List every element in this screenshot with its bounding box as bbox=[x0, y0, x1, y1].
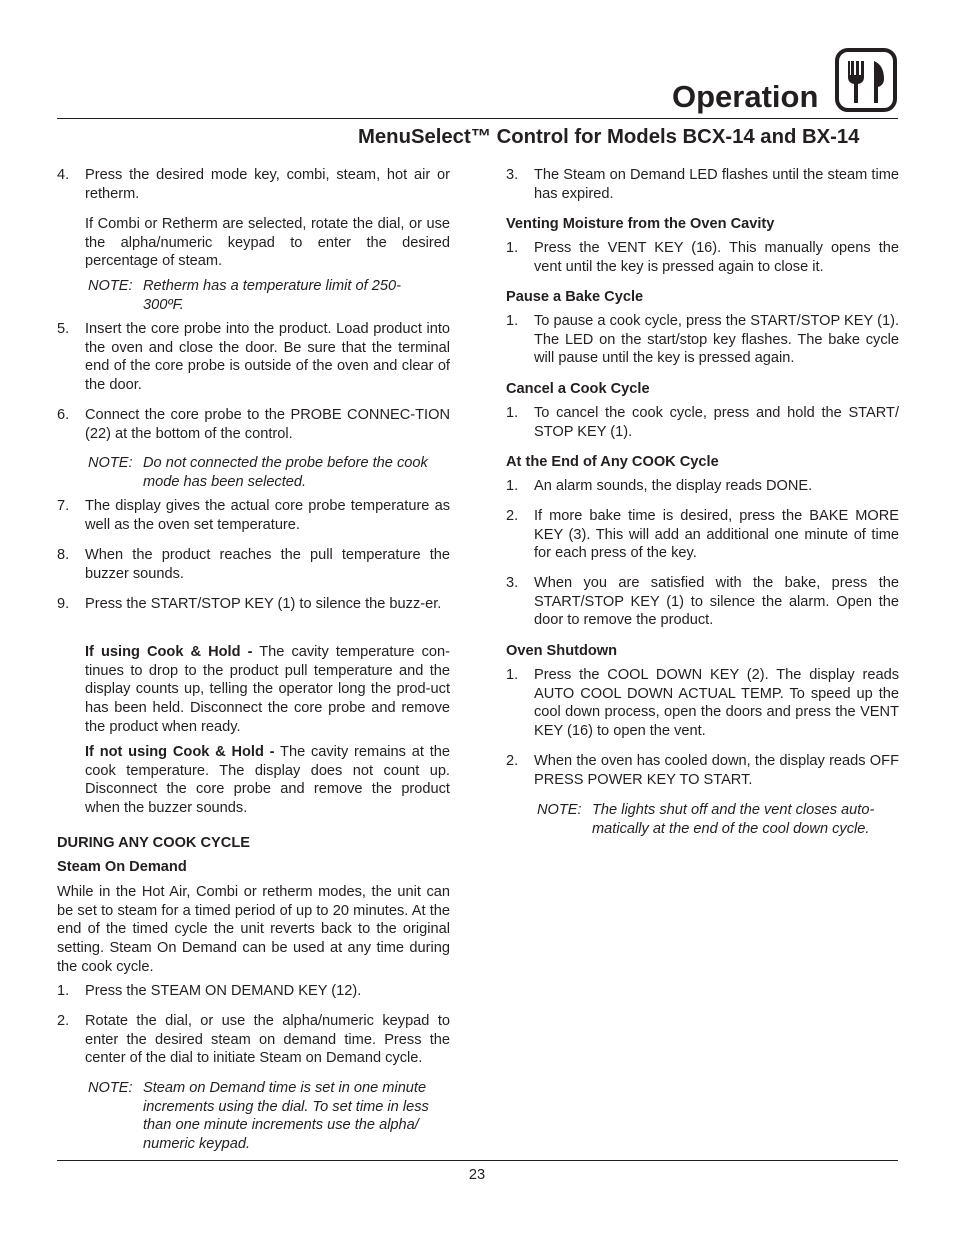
steam-on-demand-paragraph bbox=[57, 883, 450, 977]
note-text: Steam on Demand time is set in one minute increments using the dial. To set time in less than one minute increments use the alpha/ numeric keypad. bbox=[143, 1080, 429, 1153]
step-8 bbox=[57, 546, 450, 583]
step-text: When the oven has cooled down, the display reads OFF PRESS POWER KEY TO START. bbox=[534, 753, 899, 788]
shutdown-step-2 bbox=[506, 752, 899, 789]
footer-rule bbox=[57, 1160, 898, 1161]
fork-and-knife-icon bbox=[834, 47, 898, 113]
note-label: NOTE: bbox=[537, 802, 582, 818]
step-6 bbox=[57, 406, 450, 443]
paragraph-text: If Combi or Retherm are selected, rotate the dial, or use the alpha/numeric keypad to enter the desired percentage of steam. bbox=[85, 216, 450, 270]
cancel-heading: Cancel a Cook Cycle bbox=[506, 381, 650, 397]
step-text: Rotate the dial, or use the alpha/numeric keypad to enter the desired steam on demand time. Press the center of the dial to initiate Steam on Demand cycle. bbox=[85, 1013, 450, 1067]
step-text: If more bake time is desired, press the BAKE MORE KEY (3). This will add an additional one minute of time for each press of the key. bbox=[534, 508, 899, 562]
note-label: NOTE: bbox=[88, 278, 133, 294]
step-text: The display gives the actual core probe temperature as well as the oven set temperature. bbox=[85, 498, 450, 533]
step-4 bbox=[57, 166, 450, 203]
note-retherm bbox=[88, 277, 428, 314]
note-label: NOTE: bbox=[88, 1080, 133, 1096]
step-number: 9. bbox=[57, 596, 70, 612]
step-text: To cancel the cook cycle, press and hold the START/ STOP KEY (1). bbox=[534, 405, 899, 440]
step-number: 2. bbox=[506, 753, 519, 769]
note-text: Retherm has a temperature limit of 250-300ºF. bbox=[143, 278, 401, 313]
page-title: Operation bbox=[672, 79, 819, 114]
no-cook-hold-label: If not using Cook & Hold - bbox=[85, 744, 275, 760]
note-steam-time bbox=[88, 1079, 450, 1154]
step-text: Press the STEAM ON DEMAND KEY (12). bbox=[85, 983, 362, 999]
step-text: When you are satisfied with the bake, press the START/STOP KEY (1) to silence the alarm. Open the door to remove the product. bbox=[534, 575, 899, 629]
steam-step-2 bbox=[57, 1012, 450, 1068]
note-probe bbox=[88, 454, 450, 491]
steam-on-demand-heading: Steam On Demand bbox=[57, 859, 187, 875]
no-cook-hold-paragraph bbox=[85, 743, 450, 818]
paragraph-text: While in the Hot Air, Combi or retherm modes, the unit can be set to steam for a timed period of up to 20 minutes. At the end of the timed cycle the unit reverts back to the original setting. Steam On Demand can be used at any time during the cook cycle. bbox=[57, 884, 450, 975]
step-number: 3. bbox=[506, 575, 519, 591]
step-9 bbox=[57, 595, 450, 614]
page-number: 23 bbox=[468, 1167, 486, 1183]
step-7 bbox=[57, 497, 450, 534]
steam-step-3 bbox=[506, 166, 899, 203]
step-number: 8. bbox=[57, 547, 70, 563]
end-step-2 bbox=[506, 507, 899, 563]
step-number: 2. bbox=[506, 508, 519, 524]
pause-step-1 bbox=[506, 312, 899, 368]
venting-heading: Venting Moisture from the Oven Cavity bbox=[506, 216, 775, 232]
step-number: 3. bbox=[506, 167, 519, 183]
step-text: Press the COOL DOWN KEY (2). The display reads AUTO COOL DOWN ACTUAL TEMP. To speed up the cool down process, open the doors and press the VENT KEY (16) to open the vent. bbox=[534, 667, 899, 740]
step-number: 1. bbox=[57, 983, 70, 999]
step-5 bbox=[57, 320, 450, 395]
no-cook-hold-text: The cavity remains at the cook temperature. The display does not count up. Disconnect the core probe and remove the product when the buzzer sounds. bbox=[85, 744, 450, 817]
cook-hold-text: The cavity temperature con-tinues to drop to the product pull temperature and the display counts up, telling the operator long the prod-uct has been held. Disconnect the core probe and remove the product when ready. bbox=[85, 644, 450, 735]
step-text: When the product reaches the pull temperature the buzzer sounds. bbox=[85, 547, 450, 582]
note-label: NOTE: bbox=[88, 455, 133, 471]
header-rule bbox=[57, 118, 898, 119]
step-text: Press the VENT KEY (16). This manually opens the vent until the key is pressed again to close it. bbox=[534, 240, 899, 275]
step-number: 1. bbox=[506, 313, 519, 329]
step-text: An alarm sounds, the display reads DONE. bbox=[534, 478, 813, 494]
step-number: 1. bbox=[506, 405, 519, 421]
step-number: 4. bbox=[57, 167, 70, 183]
end-step-3 bbox=[506, 574, 899, 630]
step-4-paragraph bbox=[85, 215, 450, 271]
cook-hold-paragraph bbox=[85, 643, 450, 737]
end-step-1 bbox=[506, 477, 899, 496]
oven-shutdown-heading: Oven Shutdown bbox=[506, 643, 618, 659]
section-title: MenuSelect™ Control for Models BCX-14 and BX-14 bbox=[358, 126, 860, 148]
note-text: Do not connected the probe before the cook mode has been selected. bbox=[143, 455, 428, 490]
step-number: 1. bbox=[506, 667, 519, 683]
step-number: 1. bbox=[506, 240, 519, 256]
step-number: 2. bbox=[57, 1013, 70, 1029]
during-cook-cycle-heading: DURING ANY COOK CYCLE bbox=[57, 835, 250, 851]
step-number: 6. bbox=[57, 407, 70, 423]
steam-step-1 bbox=[57, 982, 450, 1001]
step-text: Insert the core probe into the product. Load product into the oven and close the door. Be sure that the terminal end of the core probe is outside of the oven and clear of the door. bbox=[85, 321, 450, 394]
vent-step-1 bbox=[506, 239, 899, 276]
note-lights bbox=[537, 801, 899, 838]
step-text: Press the desired mode key, combi, steam, hot air or retherm. bbox=[85, 167, 450, 202]
step-text: Press the START/STOP KEY (1) to silence the buzz-er. bbox=[85, 596, 442, 612]
step-number: 7. bbox=[57, 498, 70, 514]
step-text: To pause a cook cycle, press the START/STOP KEY (1). The LED on the start/stop key flashes. The bake cycle will pause until the key is pressed again. bbox=[534, 313, 899, 367]
pause-heading: Pause a Bake Cycle bbox=[506, 289, 644, 305]
step-number: 1. bbox=[506, 478, 519, 494]
cook-hold-label: If using Cook & Hold - bbox=[85, 644, 253, 660]
step-text: Connect the core probe to the PROBE CONNEC-TION (22) at the bottom of the control. bbox=[85, 407, 450, 442]
step-text: The Steam on Demand LED flashes until the steam time has expired. bbox=[534, 167, 899, 202]
step-number: 5. bbox=[57, 321, 70, 337]
end-cycle-heading: At the End of Any COOK Cycle bbox=[506, 454, 719, 470]
shutdown-step-1 bbox=[506, 666, 899, 741]
cancel-step-1 bbox=[506, 404, 899, 441]
note-text: The lights shut off and the vent closes auto-matically at the end of the cool down cycle. bbox=[592, 802, 875, 837]
